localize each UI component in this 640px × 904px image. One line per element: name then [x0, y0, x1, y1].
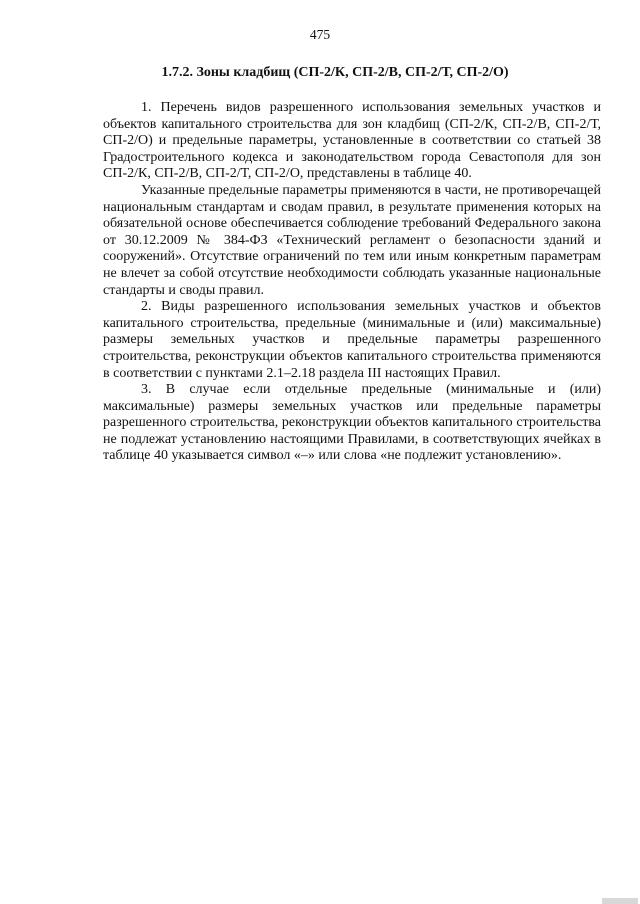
page-number: 475 [309, 27, 331, 42]
body-text [103, 100, 601, 465]
section-heading: 1.7.2. Зоны кладбищ (СП-2/К, СП-2/В, СП-2/Т, СП-2/О) [161, 65, 509, 80]
paragraph-1: 1. Перечень видов разрешенного использования земельных участков и объектов капитального строительства для зон кладбищ (СП-2/К, СП-2/В, СП-2/Т, СП-2/О) и предельные параметры, установленные в соответствии со статьей 38 Градостроительного кодекса и законодательством города Севастополя для зон СП-2/К, СП-2/В, СП-2/Т, СП-2/О, представлены в таблице 40. [103, 100, 601, 182]
paragraph-3: 2. Виды разрешенного использования земельных участков и объектов капитального строительства, предельные (минимальные и (или) максимальные) размеры земельных участков и предельные параметры разрешенного строительства, реконструкции объектов капитального строительства применяются в соответствии с пунктами 2.1–2.18 раздела III настоящих Правил. [103, 299, 601, 381]
paragraph-4: 3. В случае если отдельные предельные (минимальные и (или) максимальные) размеры земельных участков или предельные параметры разрешенного строительства, реконструкции объектов капитального строительства не подлежат установлению настоящими Правилами, в соответствующих ячейках в таблице 40 указывается символ «–» или слова «не подлежит установлению». [103, 382, 601, 464]
paragraph-2: Указанные предельные параметры применяются в части, не противоречащей национальным стандартам и сводам правил, в результате применения которых на обязательной основе обеспечивается соблюдение требований Федерального закона от 30.12.2009 № 384-ФЗ «Технический регламент о безопасности зданий и сооружений». Отсутствие ограничений по тем или иным конкретным параметрам не влечет за собой отсутствие необходимости соблюдать указанные национальные стандарты и своды правил. [103, 182, 601, 298]
scan-edge-mark [602, 898, 638, 904]
